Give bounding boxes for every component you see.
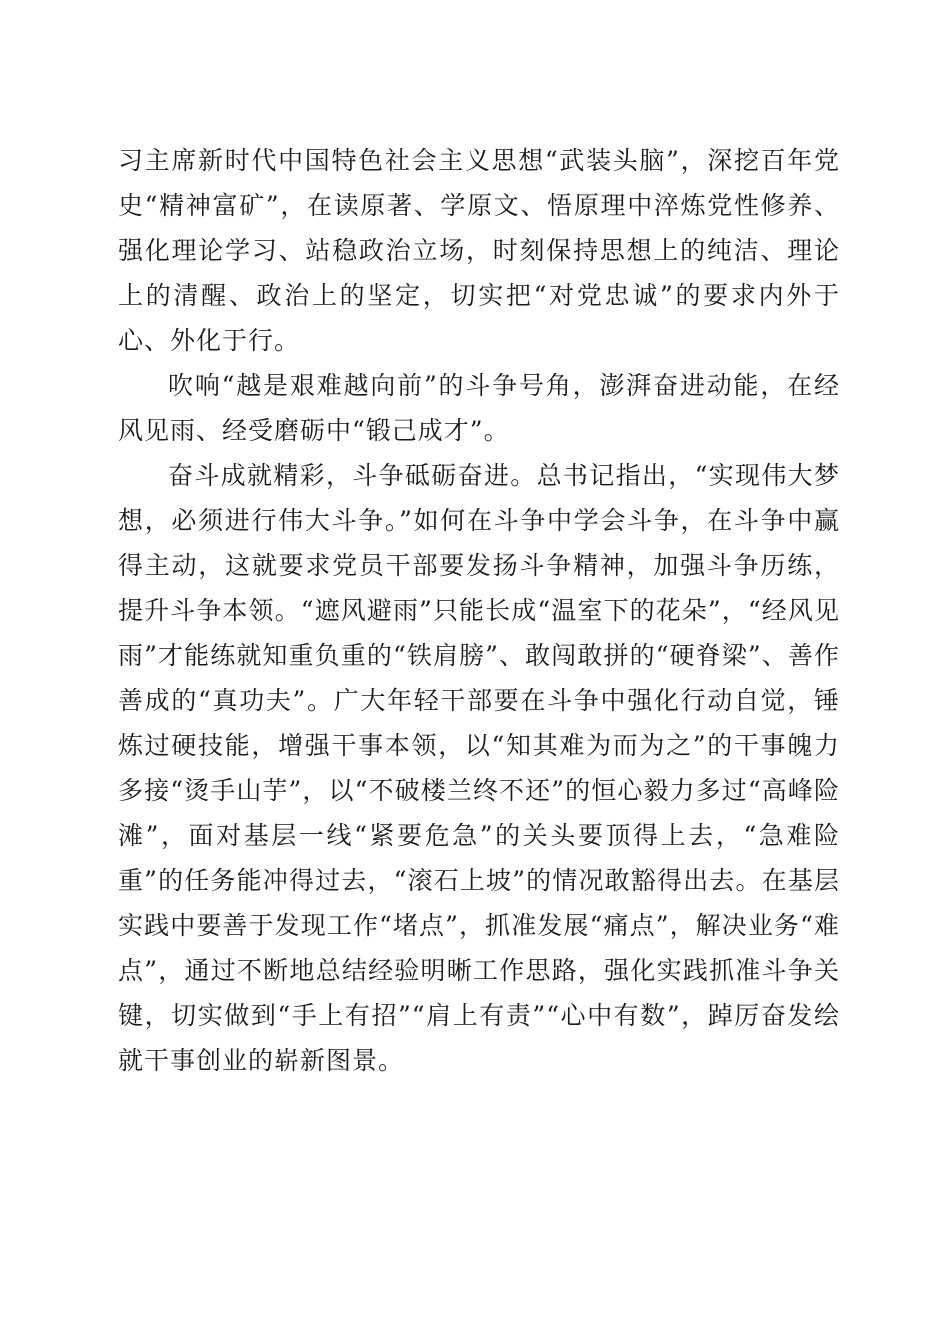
paragraph-1: 习主席新时代中国特色社会主义思想“武装头脑”，深挖百年党史“精神富矿”，在读原著、学原文、悟原理中淬炼党性修养、强化理论学习、站稳政治立场，时刻保持思想上的纯洁、理论上的清醒、政治上的坚定，切实把“对党忠诚”的要求内外于心、外化于行。 <box>118 146 840 355</box>
document-body <box>118 138 840 1083</box>
paragraph-3: 奋斗成就精彩，斗争砥砺奋进。总书记指出，“实现伟大梦想，必须进行伟大斗争。”如何在斗争中学会斗争，在斗争中赢得主动，这就要求党员干部要发扬斗争精神，加强斗争历练，提升斗争本领。“遮风避雨”只能长成“温室下的花朵”，“经风见雨”才能练就知重负重的“铁肩膀”、敢闯敢拼的“硬脊梁”、善作善成的“真功夫”。广大年轻干部要在斗争中强化行动自觉，锤炼过硬技能，增强干事本领，以“知其难为而为之”的干事魄力多接“烫手山芋”，以“不破楼兰终不还”的恒心毅力多过“高峰险滩”，面对基层一线“紧要危急”的关头要顶得上去，“急难险重”的任务能冲得过去，“滚石上坡”的情况敢豁得出去。在基层实践中要善于发现工作“堵点”，抓准发展“痛点”，解决业务“难点”，通过不断地总结经验明晰工作思路，强化实践抓准斗争关键，切实做到“手上有招”“肩上有责”“心中有数”，踔厉奋发绘就干事创业的崭新图景。 <box>118 461 840 1075</box>
paragraph-2: 吹响“越是艰难越向前”的斗争号角，澎湃奋进动能，在经风见雨、经受磨砺中“锻己成才”。 <box>118 371 840 445</box>
